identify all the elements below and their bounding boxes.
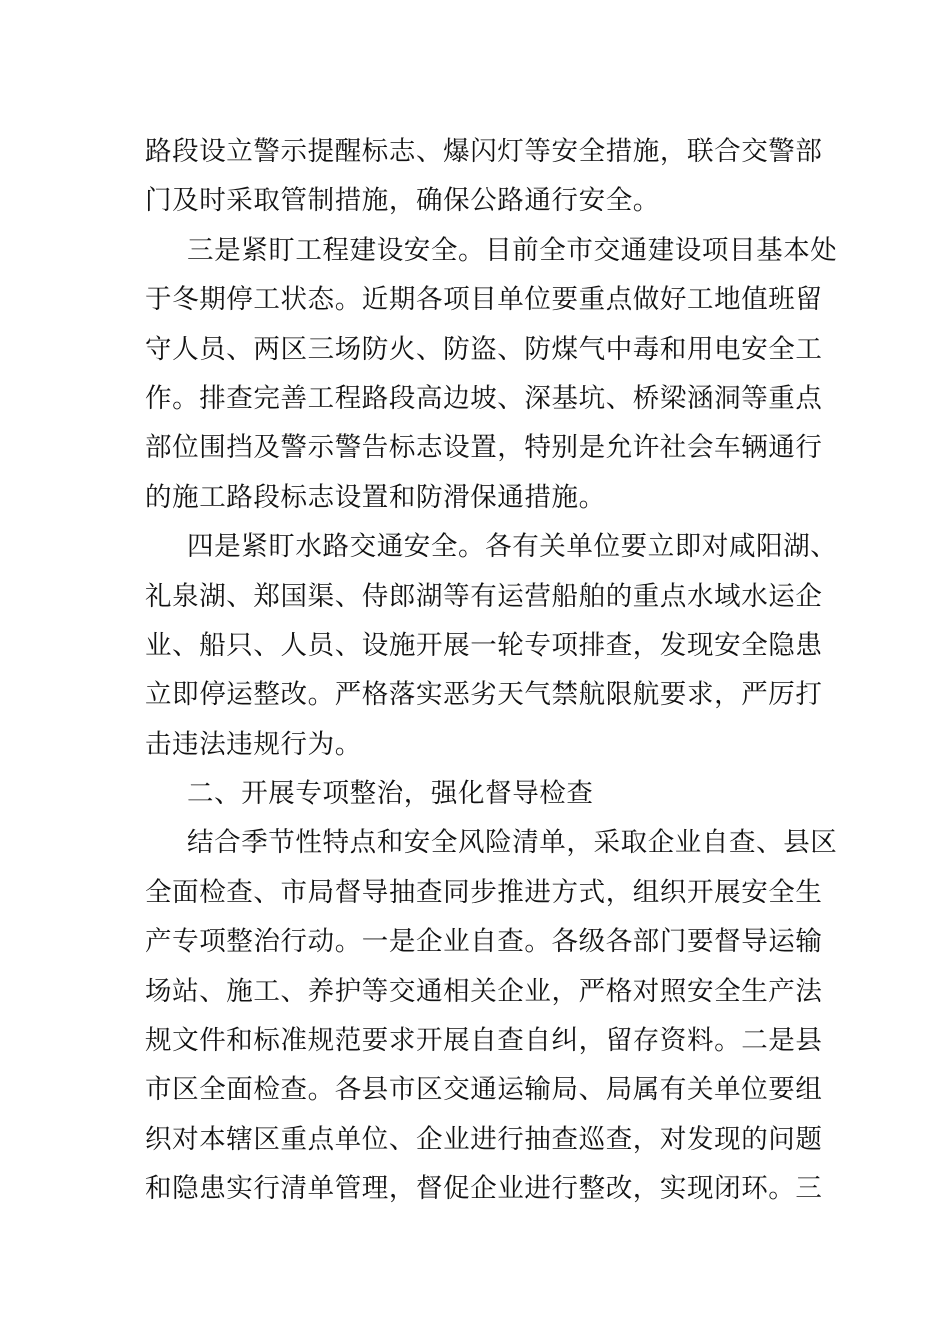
text-line: 市区全面检查。各县市区交通运输局、局属有关单位要组 — [145, 1074, 823, 1106]
text-line: 路段设立警示提醒标志、爆闪灯等安全措施，联合交警部 — [145, 136, 823, 167]
text-line: 立即停运整改。严格落实恶劣天气禁航限航要求，严厉打 — [145, 679, 823, 711]
text-line: 全面检查、市局督导抽查同步推进方式，组织开展安全生 — [145, 876, 823, 908]
paragraph-start-line: 四是紧盯水路交通安全。各有关单位要立即对咸阳湖、 — [187, 531, 838, 563]
text-line: 作。排查完善工程路段高边坡、深基坑、桥梁涵洞等重点 — [145, 382, 823, 414]
text-line: 门及时采取管制措施，确保公路通行安全。 — [145, 185, 660, 217]
text-line: 部位围挡及警示警告标志设置，特别是允许社会车辆通行 — [145, 432, 823, 464]
paragraph-start-line: 三是紧盯工程建设安全。目前全市交通建设项目基本处 — [187, 234, 838, 266]
text-line: 场站、施工、养护等交通相关企业，严格对照安全生产法 — [145, 975, 823, 1007]
text-line: 产专项整治行动。一是企业自查。各级各部门要督导运输 — [145, 926, 823, 958]
paragraph-start-line: 结合季节性特点和安全风险清单，采取企业自查、县区 — [187, 827, 838, 859]
text-line: 守人员、两区三场防火、防盗、防煤气中毒和用电安全工 — [145, 333, 823, 365]
text-line: 的施工路段标志设置和防滑保通措施。 — [145, 481, 606, 513]
body-text — [145, 127, 838, 1214]
text-line: 和隐患实行清单管理，督促企业进行整改，实现闭环。三 — [145, 1173, 823, 1205]
section-heading: 二、开展专项整治，强化督导检查 — [187, 778, 594, 810]
text-line: 织对本辖区重点单位、企业进行抽查巡查，对发现的问题 — [145, 1123, 823, 1155]
text-line: 击违法违规行为。 — [145, 728, 362, 760]
text-line: 礼泉湖、郑国渠、侍郎湖等有运营船舶的重点水域水运企 — [145, 580, 823, 612]
text-line: 于冬期停工状态。近期各项目单位要重点做好工地值班留 — [145, 284, 823, 316]
text-line: 规文件和标准规范要求开展自查自纠，留存资料。二是县 — [145, 1025, 823, 1057]
text-line: 业、船只、人员、设施开展一轮专项排查，发现安全隐患 — [145, 629, 823, 661]
